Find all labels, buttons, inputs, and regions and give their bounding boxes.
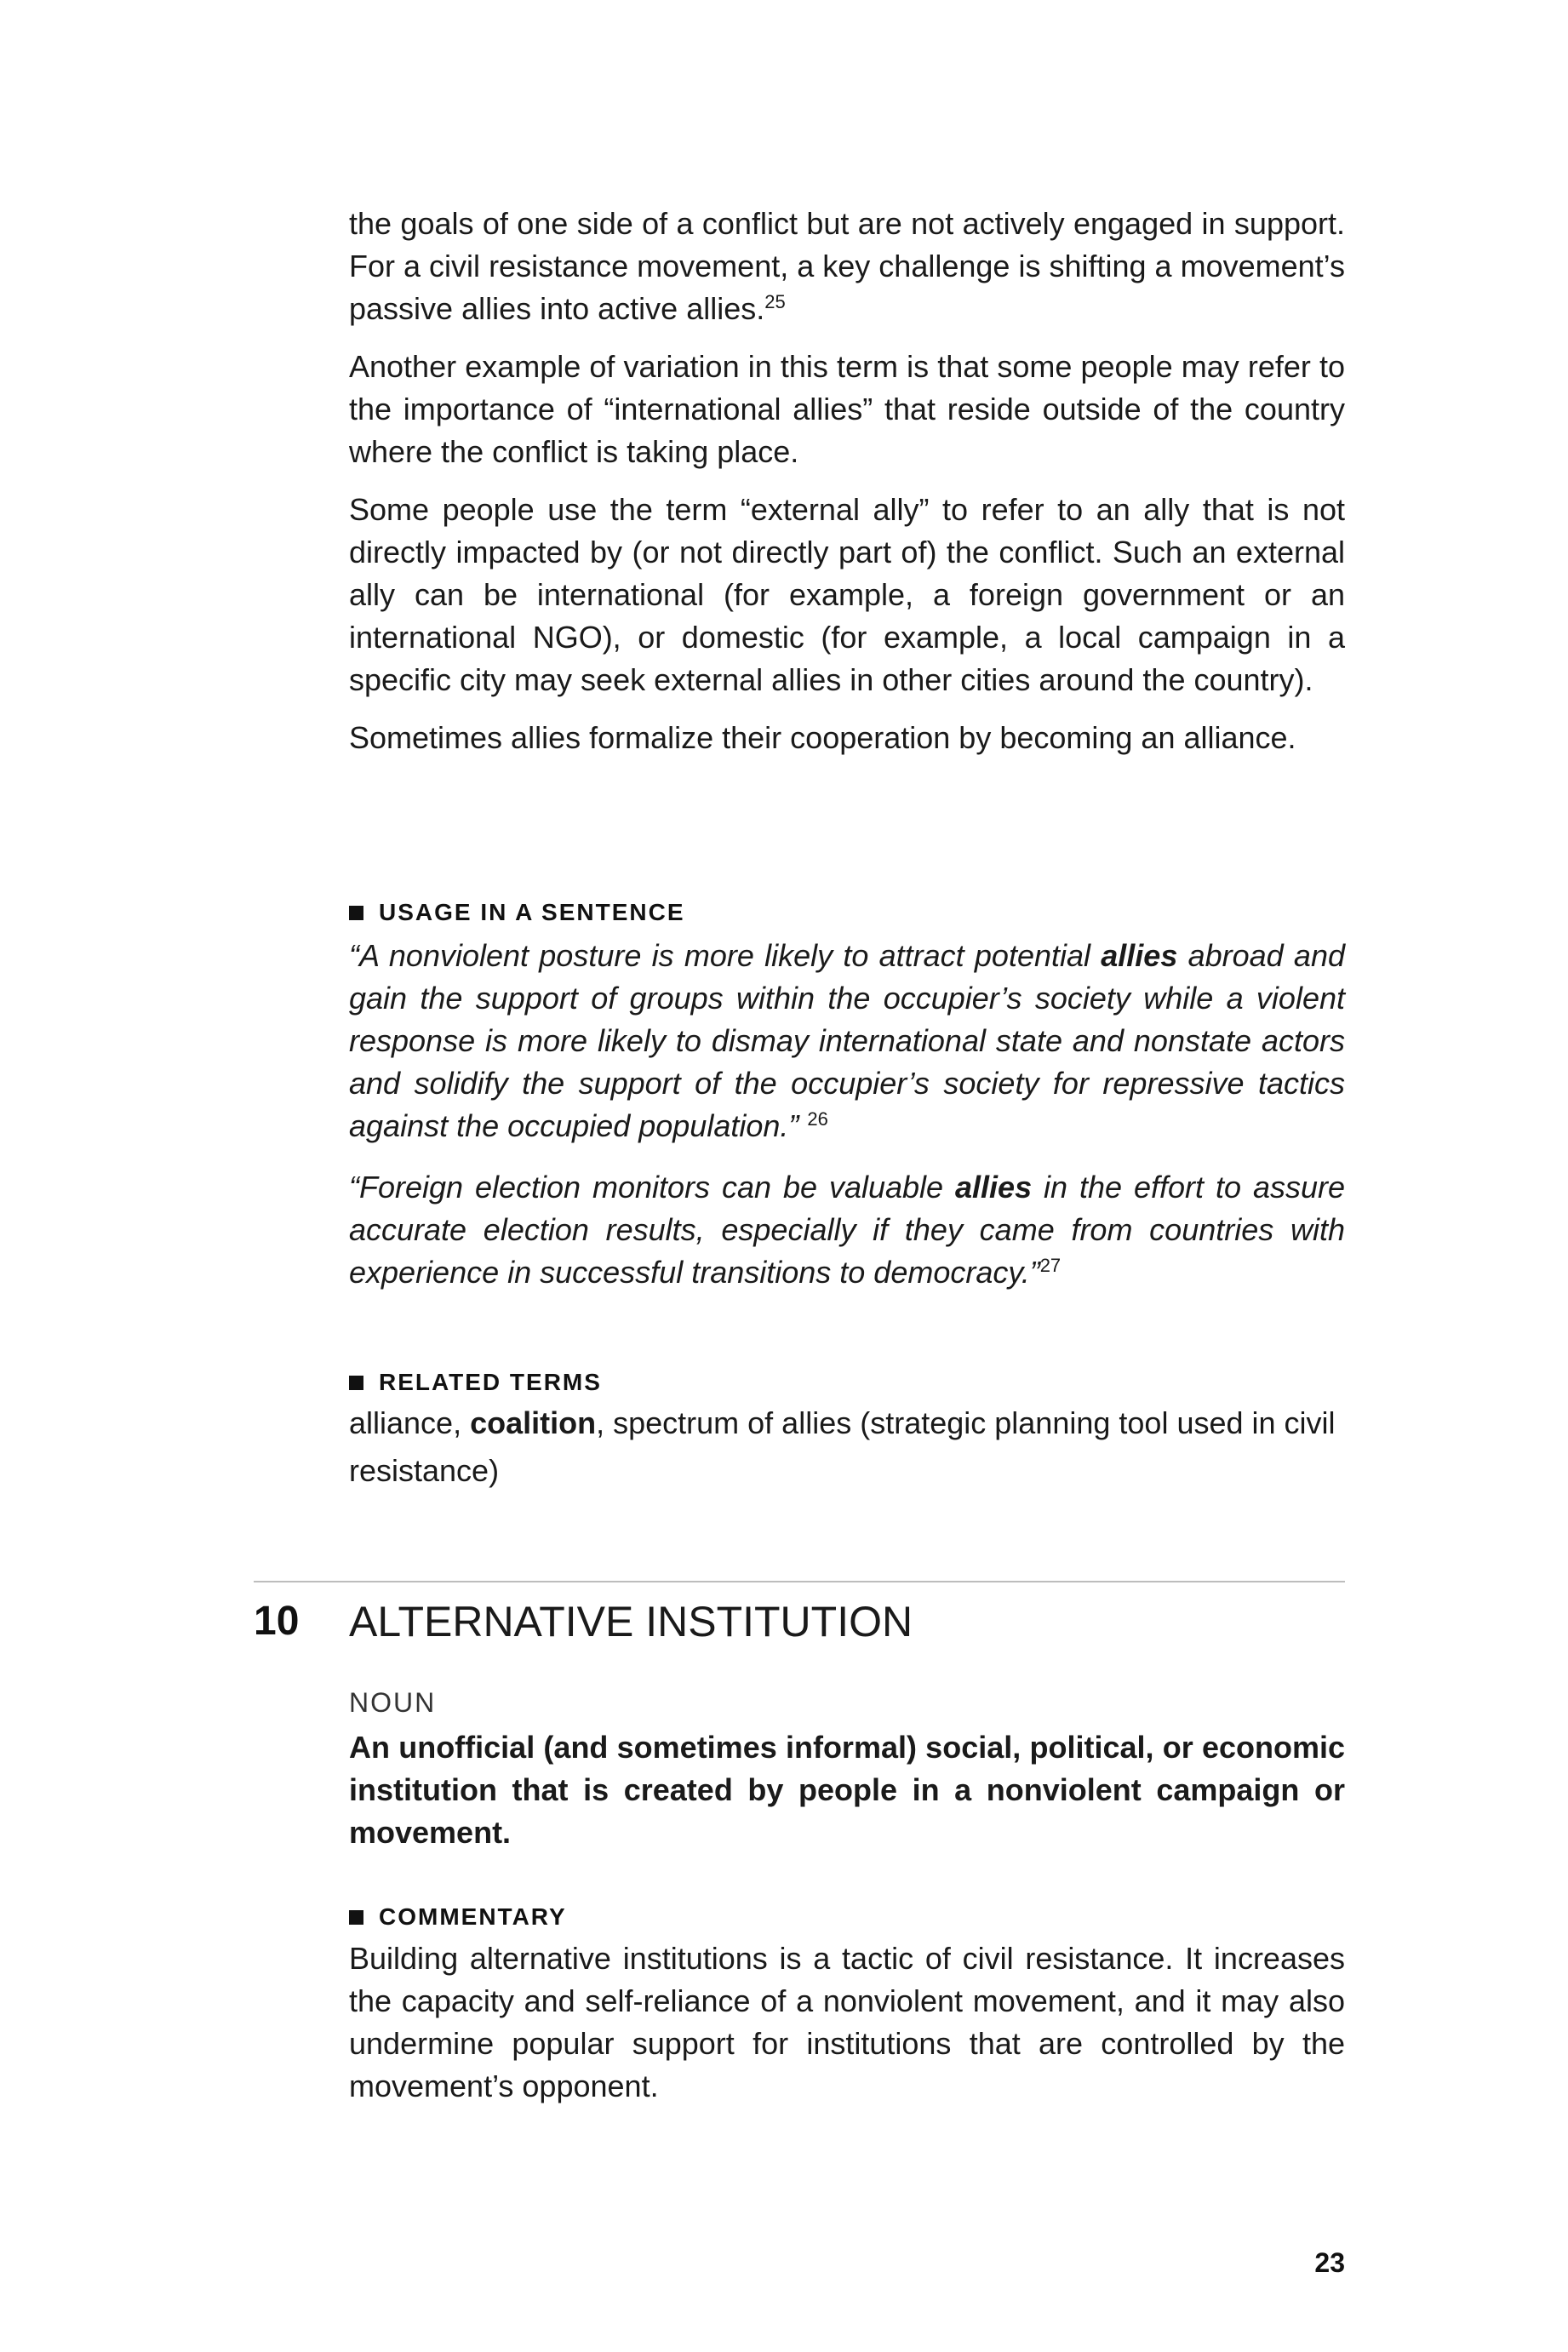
entry-number: 10 — [254, 1599, 300, 1644]
section-heading: RELATED TERMS — [349, 1365, 1345, 1399]
definition-text: An unofficial (and sometimes informal) social, political, or economic institution that is created by people in a nonviolent campaign or movement. — [349, 1730, 1345, 1850]
entry-title: ALTERNATIVE INSTITUTION — [349, 1598, 913, 1645]
entry-divider — [254, 1581, 1345, 1582]
related-term-link: coalition — [470, 1405, 597, 1440]
commentary-section — [349, 1900, 1345, 2108]
definition — [349, 1726, 1345, 1854]
square-bullet-icon — [349, 1376, 363, 1390]
paragraph: Another example of variation in this term is that some people may refer to the importance of “international allies” that reside outside of the country where the conflict is taking place. — [349, 349, 1345, 469]
usage-quote: “A nonviolent posture is more likely to attract potential allies abroad and gain the support of groups within the occupier’s society while a violent response is more likely to dismay international state and nonstate actors and solidify the support of the occupier’s society for repressive tactics against the occupied population.” $^{26}$ — [349, 938, 1345, 1143]
usage-quote: “Foreign election monitors can be valuable allies in the effort to assure accurate election results, especially if they came from countries with experience in successful transitions to democracy.”$^{27}$ — [349, 1170, 1345, 1290]
square-bullet-icon — [349, 1910, 363, 1925]
commentary-text: Building alternative institutions is a tactic of civil resistance. It increases the capacity and self-reliance of a nonviolent movement, and it may also undermine popular support for institutions that are controlled by the movement’s opponent. — [349, 1941, 1345, 2103]
paragraph: Sometimes allies formalize their cooperation by becoming an alliance. — [349, 720, 1296, 755]
footnote-ref: 27 — [1039, 1255, 1062, 1276]
paragraph: Some people use the term “external ally” to refer to an ally that is not directly impacted by (or not directly part of) the conflict. Such an external ally can be international (for example, a foreign government or an international NGO), or domestic (for example, a local campaign in a specific city may seek external allies in other cities around the country). — [349, 492, 1345, 697]
square-bullet-icon — [349, 906, 363, 920]
footnote-ref: 26 — [807, 1108, 828, 1130]
paragraph: the goals of one side of a conflict but are not actively engaged in support. For a civil resistance movement, a key challenge is shifting a movement’s passive allies into active allies.$^{25}$ — [349, 206, 1345, 326]
usage-section — [349, 896, 1345, 1313]
section-heading: USAGE IN A SENTENCE — [349, 896, 1345, 930]
page-number: 23 — [1314, 2247, 1345, 2278]
related-terms-list: alliance, coalition, spectrum of allies (strategic planning tool used in civil resistance) — [349, 1405, 1336, 1488]
part-of-speech: NOUN — [349, 1687, 437, 1718]
section-heading: COMMENTARY — [349, 1900, 1345, 1934]
continued-entry-text — [349, 203, 1345, 775]
footnote-ref: 25 — [764, 291, 786, 312]
related-terms-section — [349, 1365, 1345, 1495]
